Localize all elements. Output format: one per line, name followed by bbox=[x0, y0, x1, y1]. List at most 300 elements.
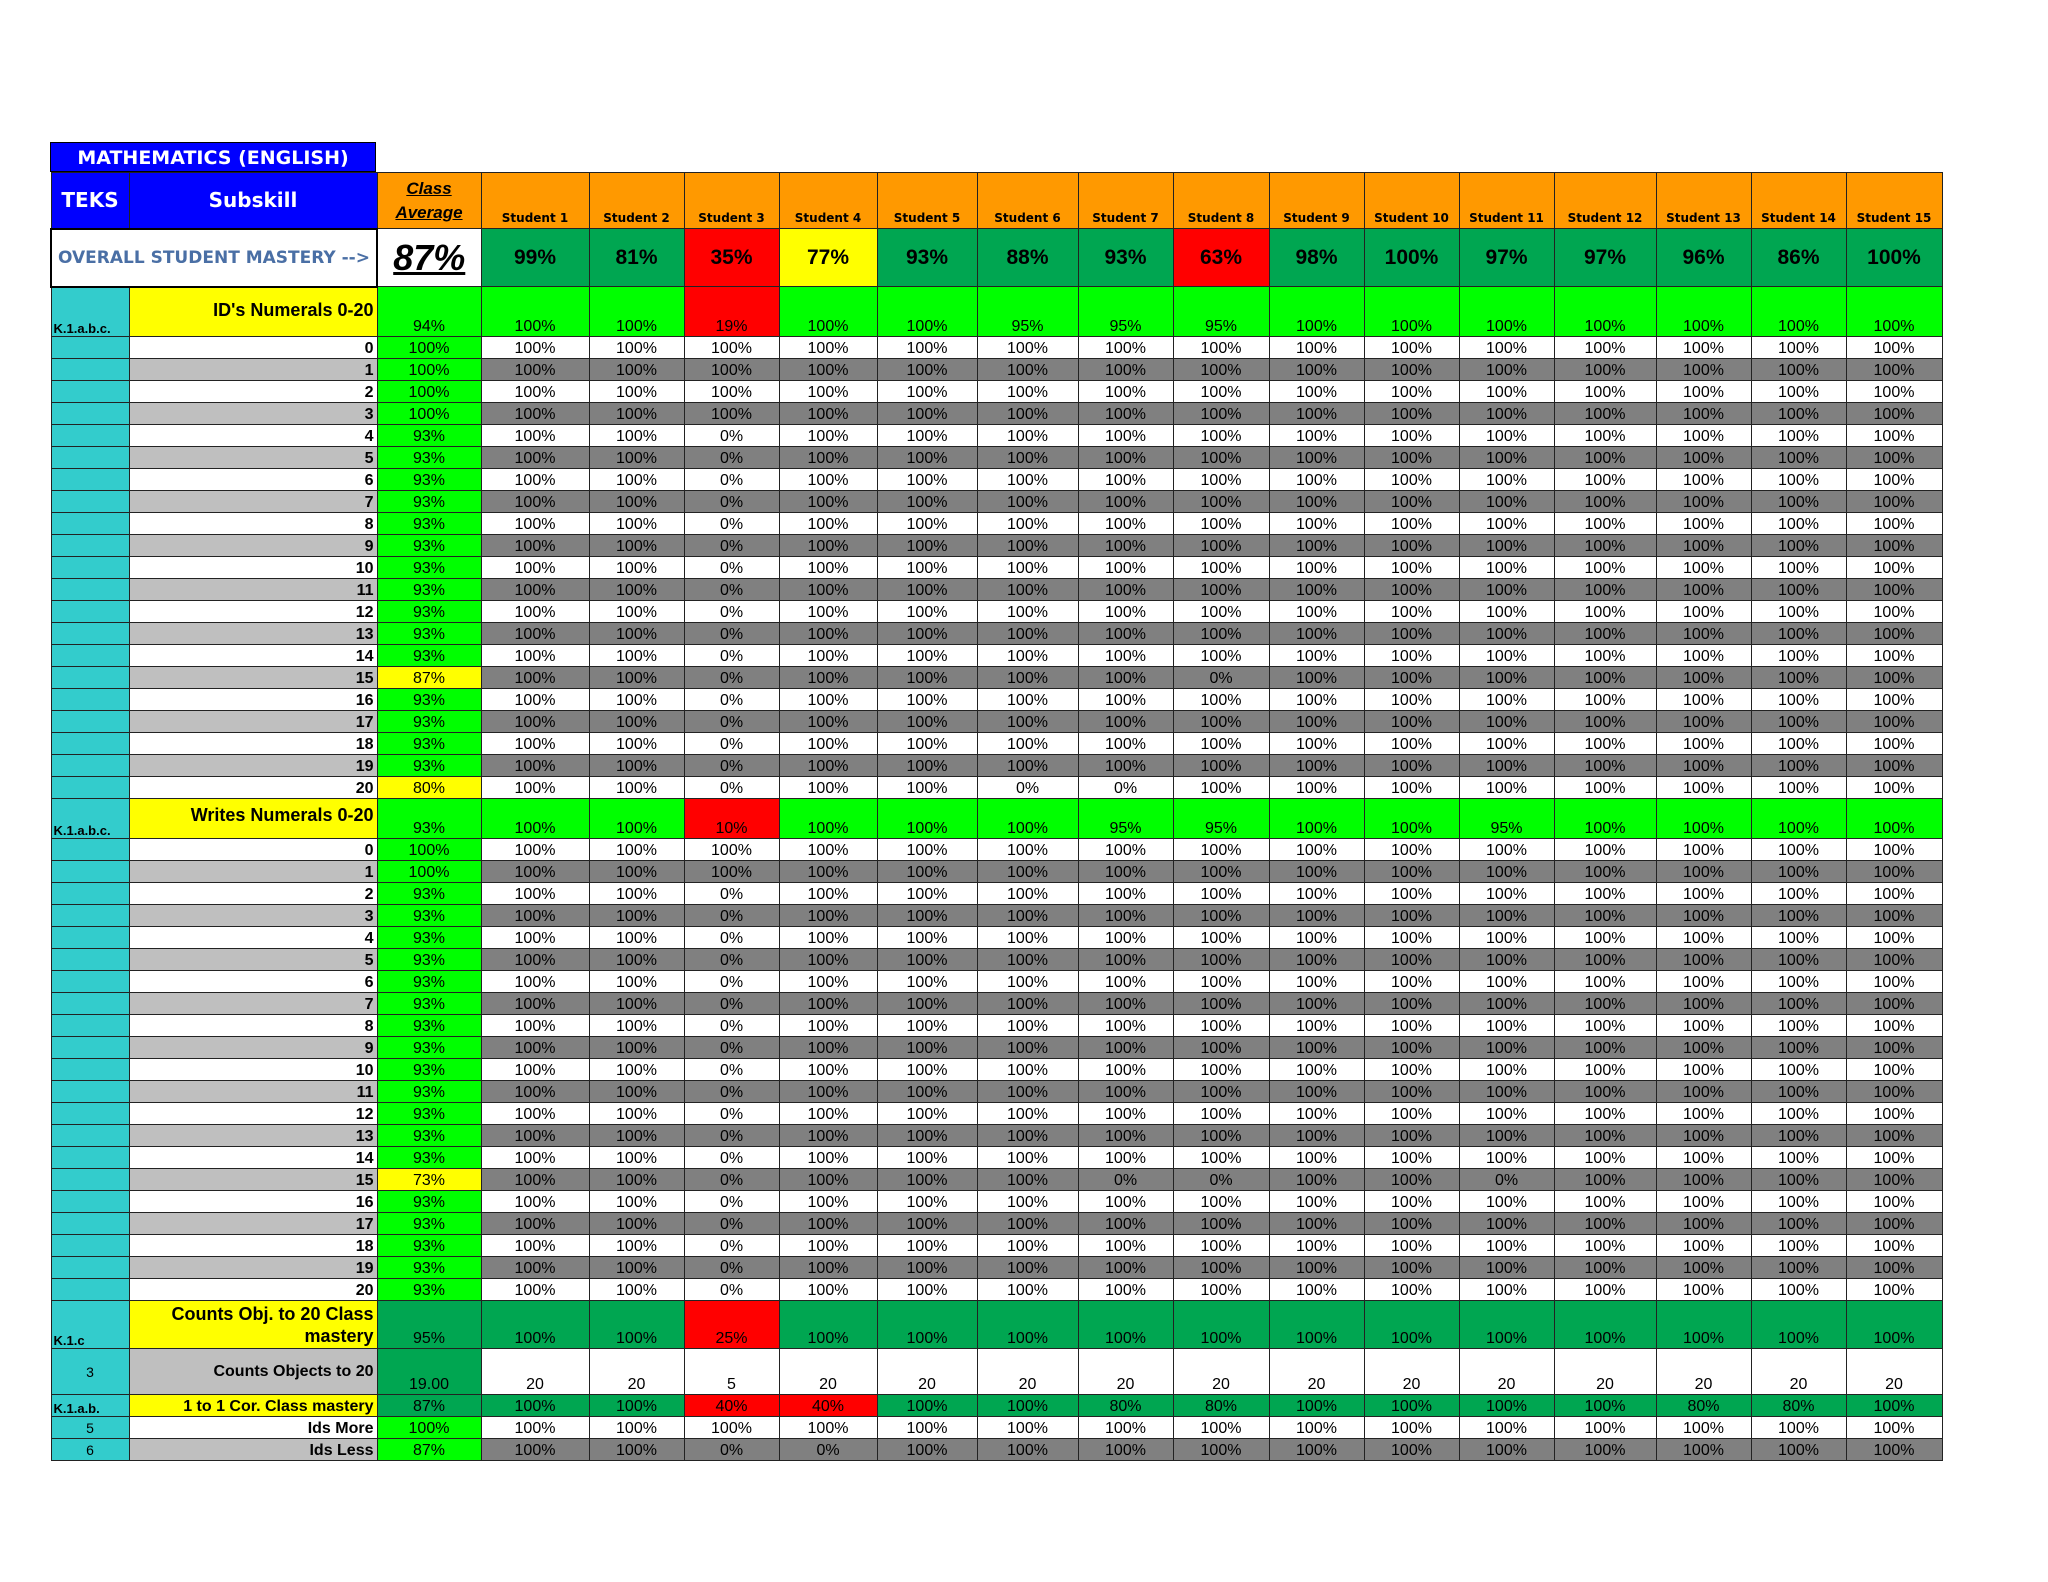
overall-student-mastery: 100% bbox=[1364, 229, 1459, 287]
teks-code: K.1.a.b.c. bbox=[51, 287, 129, 337]
row-student-value: 100% bbox=[589, 1103, 684, 1125]
row-student-value: 100% bbox=[877, 949, 977, 971]
row-student-value: 100% bbox=[1459, 645, 1554, 667]
overall-student-mastery: 88% bbox=[977, 229, 1078, 287]
row-student-value: 100% bbox=[481, 623, 589, 645]
row-student-value: 100% bbox=[1364, 1169, 1459, 1191]
row-student-value: 100% bbox=[1078, 403, 1173, 425]
row-student-value: 100% bbox=[589, 755, 684, 777]
row-student-value: 100% bbox=[589, 337, 684, 359]
row-student-value: 100% bbox=[1269, 1059, 1364, 1081]
row-student-value: 100% bbox=[977, 601, 1078, 623]
student-header: Student 12 bbox=[1554, 173, 1656, 229]
row-student-value: 100% bbox=[977, 1059, 1078, 1081]
row-student-value: 100% bbox=[481, 359, 589, 381]
subskill-row bbox=[51, 513, 1942, 535]
subskill-number: 2 bbox=[129, 883, 377, 905]
row-student-value: 100% bbox=[1364, 1059, 1459, 1081]
subskill-number: 1 bbox=[129, 861, 377, 883]
counts-objects-value: 20 bbox=[779, 1349, 877, 1395]
ids-less-value: 100% bbox=[1656, 1439, 1751, 1461]
row-student-value: 100% bbox=[481, 447, 589, 469]
subskill-header: Subskill bbox=[129, 173, 377, 229]
subskill-number: 12 bbox=[129, 601, 377, 623]
row-student-value: 100% bbox=[684, 337, 779, 359]
row-student-value: 100% bbox=[1269, 579, 1364, 601]
teks-blank bbox=[51, 513, 129, 535]
row-student-value: 100% bbox=[481, 927, 589, 949]
row-student-value: 100% bbox=[589, 667, 684, 689]
row-student-value: 100% bbox=[1364, 755, 1459, 777]
row-student-value: 100% bbox=[1364, 1081, 1459, 1103]
ids-less-value: 100% bbox=[877, 1439, 977, 1461]
student-header: Student 10 bbox=[1364, 173, 1459, 229]
subskill-row bbox=[51, 733, 1942, 755]
section-student-value: 10% bbox=[684, 799, 779, 839]
subskill-number: 19 bbox=[129, 755, 377, 777]
row-student-value: 100% bbox=[1078, 1279, 1173, 1301]
row-student-value: 100% bbox=[1364, 645, 1459, 667]
one-to-one-value: 100% bbox=[589, 1395, 684, 1417]
row-student-value: 100% bbox=[877, 993, 977, 1015]
subskill-number: 8 bbox=[129, 1015, 377, 1037]
row-student-value: 100% bbox=[1554, 905, 1656, 927]
subskill-number: 11 bbox=[129, 579, 377, 601]
ids-less-value: 100% bbox=[1173, 1439, 1269, 1461]
row-student-value: 100% bbox=[1846, 337, 1942, 359]
row-student-value: 100% bbox=[1656, 535, 1751, 557]
row-student-value: 100% bbox=[1656, 839, 1751, 861]
row-class-average: 100% bbox=[377, 403, 481, 425]
row-student-value: 100% bbox=[877, 1147, 977, 1169]
row-student-value: 100% bbox=[481, 381, 589, 403]
teks-blank bbox=[51, 337, 129, 359]
row-student-value: 100% bbox=[1751, 861, 1846, 883]
subskill-number: 3 bbox=[129, 905, 377, 927]
row-student-value: 100% bbox=[1751, 993, 1846, 1015]
row-student-value: 100% bbox=[1364, 469, 1459, 491]
row-student-value: 100% bbox=[1751, 839, 1846, 861]
row-student-value: 100% bbox=[1364, 359, 1459, 381]
row-student-value: 100% bbox=[1078, 579, 1173, 601]
row-student-value: 100% bbox=[1173, 971, 1269, 993]
row-student-value: 100% bbox=[779, 1037, 877, 1059]
subskill-number: 7 bbox=[129, 993, 377, 1015]
row-student-value: 100% bbox=[1078, 645, 1173, 667]
row-student-value: 100% bbox=[1459, 755, 1554, 777]
row-student-value: 100% bbox=[1459, 1037, 1554, 1059]
ids-more-label: Ids More bbox=[129, 1417, 377, 1439]
section-student-value: 100% bbox=[1554, 287, 1656, 337]
row-class-average: 93% bbox=[377, 927, 481, 949]
row-student-value: 100% bbox=[1459, 557, 1554, 579]
ids-less-value: 100% bbox=[589, 1439, 684, 1461]
row-student-value: 100% bbox=[1078, 425, 1173, 447]
row-student-value: 100% bbox=[1751, 645, 1846, 667]
row-class-average: 93% bbox=[377, 425, 481, 447]
row-student-value: 100% bbox=[481, 711, 589, 733]
row-student-value: 100% bbox=[1364, 381, 1459, 403]
sheet-title: MATHEMATICS (ENGLISH) bbox=[50, 142, 376, 172]
subskill-number: 17 bbox=[129, 711, 377, 733]
row-student-value: 100% bbox=[779, 1015, 877, 1037]
row-student-value: 100% bbox=[1078, 337, 1173, 359]
row-student-value: 100% bbox=[1269, 711, 1364, 733]
row-class-average: 100% bbox=[377, 839, 481, 861]
subskill-row bbox=[51, 689, 1942, 711]
row-student-value: 100% bbox=[1554, 1147, 1656, 1169]
ids-more-value: 100% bbox=[481, 1417, 589, 1439]
row-student-value: 100% bbox=[1078, 1103, 1173, 1125]
row-student-value: 100% bbox=[877, 971, 977, 993]
row-student-value: 100% bbox=[1846, 1037, 1942, 1059]
row-student-value: 0% bbox=[684, 1191, 779, 1213]
row-student-value: 100% bbox=[877, 513, 977, 535]
row-student-value: 100% bbox=[1078, 469, 1173, 491]
row-student-value: 100% bbox=[977, 971, 1078, 993]
row-student-value: 100% bbox=[977, 839, 1078, 861]
ids-less-value: 0% bbox=[779, 1439, 877, 1461]
row-class-average: 73% bbox=[377, 1169, 481, 1191]
row-student-value: 100% bbox=[877, 1257, 977, 1279]
row-student-value: 100% bbox=[481, 601, 589, 623]
ids-less-value: 100% bbox=[1269, 1439, 1364, 1461]
row-student-value: 100% bbox=[1656, 1037, 1751, 1059]
one-to-one-value: 100% bbox=[877, 1395, 977, 1417]
row-student-value: 100% bbox=[1269, 733, 1364, 755]
subskill-row bbox=[51, 667, 1942, 689]
row-student-value: 100% bbox=[1846, 447, 1942, 469]
row-student-value: 100% bbox=[481, 403, 589, 425]
row-student-value: 100% bbox=[1656, 1015, 1751, 1037]
ids-more-average: 100% bbox=[377, 1417, 481, 1439]
row-student-value: 100% bbox=[1751, 689, 1846, 711]
row-student-value: 100% bbox=[1751, 1081, 1846, 1103]
row-student-value: 100% bbox=[977, 1081, 1078, 1103]
row-student-value: 100% bbox=[1846, 667, 1942, 689]
row-student-value: 0% bbox=[977, 777, 1078, 799]
row-student-value: 100% bbox=[1459, 337, 1554, 359]
row-student-value: 100% bbox=[877, 359, 977, 381]
row-student-value: 100% bbox=[1459, 1213, 1554, 1235]
row-student-value: 0% bbox=[684, 777, 779, 799]
row-student-value: 100% bbox=[1269, 667, 1364, 689]
counts-mastery-value: 100% bbox=[779, 1301, 877, 1349]
row-student-value: 100% bbox=[877, 1235, 977, 1257]
row-student-value: 100% bbox=[1459, 1125, 1554, 1147]
counts-objects-value: 20 bbox=[877, 1349, 977, 1395]
row-student-value: 100% bbox=[1173, 381, 1269, 403]
row-student-value: 100% bbox=[1846, 1213, 1942, 1235]
row-student-value: 100% bbox=[1173, 1279, 1269, 1301]
row-student-value: 100% bbox=[1554, 1037, 1656, 1059]
one-to-one-value: 40% bbox=[684, 1395, 779, 1417]
row-student-value: 100% bbox=[589, 359, 684, 381]
row-student-value: 100% bbox=[977, 905, 1078, 927]
row-student-value: 100% bbox=[1846, 469, 1942, 491]
row-student-value: 100% bbox=[877, 905, 977, 927]
row-student-value: 100% bbox=[1364, 1235, 1459, 1257]
row-student-value: 100% bbox=[1459, 993, 1554, 1015]
row-student-value: 100% bbox=[1459, 905, 1554, 927]
row-student-value: 100% bbox=[1846, 883, 1942, 905]
row-student-value: 100% bbox=[481, 557, 589, 579]
section-student-value: 100% bbox=[1751, 287, 1846, 337]
row-student-value: 0% bbox=[684, 579, 779, 601]
subskill-row bbox=[51, 557, 1942, 579]
row-student-value: 100% bbox=[1846, 993, 1942, 1015]
subskill-row bbox=[51, 623, 1942, 645]
section-student-value: 100% bbox=[1269, 799, 1364, 839]
teks-blank bbox=[51, 601, 129, 623]
row-student-value: 100% bbox=[1078, 1059, 1173, 1081]
row-student-value: 100% bbox=[1656, 777, 1751, 799]
section-student-value: 95% bbox=[1173, 287, 1269, 337]
row-student-value: 100% bbox=[1173, 601, 1269, 623]
teks-blank bbox=[51, 1257, 129, 1279]
counts-mastery-average: 95% bbox=[377, 1301, 481, 1349]
row-student-value: 100% bbox=[877, 1103, 977, 1125]
counts-mastery-value: 100% bbox=[1364, 1301, 1459, 1349]
row-student-value: 100% bbox=[1751, 1059, 1846, 1081]
section-student-value: 100% bbox=[1554, 799, 1656, 839]
row-student-value: 0% bbox=[684, 1037, 779, 1059]
row-student-value: 100% bbox=[977, 1037, 1078, 1059]
row-student-value: 0% bbox=[684, 447, 779, 469]
row-student-value: 100% bbox=[1751, 1103, 1846, 1125]
subskill-row bbox=[51, 839, 1942, 861]
row-student-value: 100% bbox=[1269, 623, 1364, 645]
row-student-value: 100% bbox=[1554, 667, 1656, 689]
row-student-value: 0% bbox=[1173, 667, 1269, 689]
one-to-one-label: 1 to 1 Cor. Class mastery bbox=[129, 1395, 377, 1417]
row-student-value: 0% bbox=[684, 1125, 779, 1147]
subskill-number: 12 bbox=[129, 1103, 377, 1125]
row-student-value: 100% bbox=[1173, 425, 1269, 447]
student-header: Student 5 bbox=[877, 173, 977, 229]
subskill-row bbox=[51, 1191, 1942, 1213]
subskill-number: 6 bbox=[129, 971, 377, 993]
subskill-row bbox=[51, 1257, 1942, 1279]
row-class-average: 93% bbox=[377, 883, 481, 905]
row-student-value: 100% bbox=[1459, 711, 1554, 733]
row-student-value: 100% bbox=[481, 469, 589, 491]
section-header-row bbox=[51, 287, 1942, 337]
subskill-row bbox=[51, 425, 1942, 447]
row-student-value: 100% bbox=[1846, 905, 1942, 927]
one-to-one-value: 40% bbox=[779, 1395, 877, 1417]
overall-row bbox=[51, 229, 1942, 287]
teks-blank bbox=[51, 469, 129, 491]
row-student-value: 100% bbox=[1078, 601, 1173, 623]
row-student-value: 100% bbox=[1656, 949, 1751, 971]
row-student-value: 100% bbox=[1364, 337, 1459, 359]
row-student-value: 100% bbox=[1554, 733, 1656, 755]
student-header: Student 4 bbox=[779, 173, 877, 229]
row-student-value: 100% bbox=[1173, 927, 1269, 949]
subskill-row bbox=[51, 1169, 1942, 1191]
row-student-value: 100% bbox=[1459, 623, 1554, 645]
row-student-value: 100% bbox=[1751, 1125, 1846, 1147]
row-student-value: 100% bbox=[481, 949, 589, 971]
row-student-value: 100% bbox=[877, 535, 977, 557]
row-student-value: 100% bbox=[1656, 1147, 1751, 1169]
teks-blank bbox=[51, 1059, 129, 1081]
row-student-value: 100% bbox=[1751, 513, 1846, 535]
row-class-average: 93% bbox=[377, 971, 481, 993]
row-student-value: 100% bbox=[977, 733, 1078, 755]
row-student-value: 0% bbox=[684, 1169, 779, 1191]
row-student-value: 0% bbox=[684, 535, 779, 557]
row-student-value: 100% bbox=[684, 839, 779, 861]
row-student-value: 100% bbox=[977, 469, 1078, 491]
row-student-value: 0% bbox=[684, 755, 779, 777]
row-student-value: 100% bbox=[977, 1213, 1078, 1235]
row-student-value: 100% bbox=[1751, 1169, 1846, 1191]
ids-more-value: 100% bbox=[1656, 1417, 1751, 1439]
subskill-row bbox=[51, 1081, 1942, 1103]
row-student-value: 100% bbox=[1459, 1015, 1554, 1037]
row-student-value: 100% bbox=[589, 1257, 684, 1279]
subskill-row bbox=[51, 1103, 1942, 1125]
overall-student-mastery: 97% bbox=[1554, 229, 1656, 287]
row-student-value: 100% bbox=[1459, 491, 1554, 513]
row-student-value: 100% bbox=[1656, 601, 1751, 623]
overall-student-mastery: 99% bbox=[481, 229, 589, 287]
row-student-value: 100% bbox=[481, 1235, 589, 1257]
row-student-value: 100% bbox=[1459, 359, 1554, 381]
row-student-value: 100% bbox=[977, 883, 1078, 905]
row-student-value: 100% bbox=[779, 711, 877, 733]
row-student-value: 100% bbox=[1656, 337, 1751, 359]
subskill-number: 18 bbox=[129, 733, 377, 755]
row-student-value: 0% bbox=[684, 601, 779, 623]
section-student-value: 19% bbox=[684, 287, 779, 337]
row-student-value: 100% bbox=[779, 645, 877, 667]
row-student-value: 100% bbox=[1364, 557, 1459, 579]
row-student-value: 0% bbox=[684, 949, 779, 971]
row-student-value: 100% bbox=[1751, 381, 1846, 403]
row-student-value: 100% bbox=[877, 469, 977, 491]
section-label: Writes Numerals 0-20 bbox=[129, 799, 377, 839]
row-student-value: 100% bbox=[1269, 359, 1364, 381]
row-student-value: 100% bbox=[1751, 403, 1846, 425]
student-header: Student 9 bbox=[1269, 173, 1364, 229]
class-average-header bbox=[377, 173, 481, 229]
row-student-value: 100% bbox=[481, 1213, 589, 1235]
row-student-value: 0% bbox=[684, 557, 779, 579]
row-student-value: 100% bbox=[589, 1037, 684, 1059]
ids-less-value: 0% bbox=[684, 1439, 779, 1461]
row-student-value: 100% bbox=[1751, 755, 1846, 777]
row-student-value: 100% bbox=[1173, 1257, 1269, 1279]
row-student-value: 100% bbox=[1554, 469, 1656, 491]
row-student-value: 100% bbox=[1364, 1279, 1459, 1301]
row-student-value: 100% bbox=[1078, 1257, 1173, 1279]
row-student-value: 100% bbox=[481, 1147, 589, 1169]
row-student-value: 100% bbox=[779, 557, 877, 579]
row-student-value: 100% bbox=[1078, 883, 1173, 905]
row-student-value: 100% bbox=[1459, 1059, 1554, 1081]
row-student-value: 100% bbox=[481, 1081, 589, 1103]
row-student-value: 100% bbox=[977, 579, 1078, 601]
row-student-value: 100% bbox=[1554, 689, 1656, 711]
subskill-row bbox=[51, 1125, 1942, 1147]
section-student-value: 100% bbox=[1269, 287, 1364, 337]
row-student-value: 100% bbox=[1751, 601, 1846, 623]
subskill-number: 2 bbox=[129, 381, 377, 403]
student-header: Student 3 bbox=[684, 173, 779, 229]
counts-objects-value: 20 bbox=[977, 1349, 1078, 1395]
row-student-value: 100% bbox=[1173, 447, 1269, 469]
row-student-value: 100% bbox=[481, 1169, 589, 1191]
teks-blank bbox=[51, 689, 129, 711]
row-student-value: 100% bbox=[1364, 777, 1459, 799]
row-student-value: 100% bbox=[1364, 623, 1459, 645]
row-class-average: 100% bbox=[377, 381, 481, 403]
subskill-row bbox=[51, 381, 1942, 403]
overall-mastery-label: OVERALL STUDENT MASTERY --> bbox=[51, 229, 377, 287]
row-student-value: 100% bbox=[481, 425, 589, 447]
ids-less-average: 87% bbox=[377, 1439, 481, 1461]
row-student-value: 100% bbox=[1078, 839, 1173, 861]
row-student-value: 100% bbox=[1656, 883, 1751, 905]
row-student-value: 100% bbox=[1269, 971, 1364, 993]
subskill-row bbox=[51, 777, 1942, 799]
section-student-value: 95% bbox=[1173, 799, 1269, 839]
row-student-value: 100% bbox=[589, 949, 684, 971]
ids-more-value: 100% bbox=[1846, 1417, 1942, 1439]
row-student-value: 100% bbox=[481, 777, 589, 799]
row-student-value: 100% bbox=[1554, 1125, 1656, 1147]
row-student-value: 100% bbox=[1656, 1059, 1751, 1081]
row-student-value: 100% bbox=[481, 1059, 589, 1081]
row-student-value: 100% bbox=[1364, 579, 1459, 601]
counts-objects-value: 5 bbox=[684, 1349, 779, 1395]
row-student-value: 100% bbox=[1656, 403, 1751, 425]
row-student-value: 100% bbox=[1846, 1147, 1942, 1169]
ids-more-value: 100% bbox=[1554, 1417, 1656, 1439]
row-student-value: 100% bbox=[1364, 883, 1459, 905]
row-student-value: 100% bbox=[589, 645, 684, 667]
teks-blank bbox=[51, 1169, 129, 1191]
row-student-value: 100% bbox=[1078, 447, 1173, 469]
counts-mastery-value: 25% bbox=[684, 1301, 779, 1349]
ids-less-value: 100% bbox=[1078, 1439, 1173, 1461]
subskill-number: 3 bbox=[129, 403, 377, 425]
subskill-row bbox=[51, 579, 1942, 601]
row-student-value: 100% bbox=[1173, 469, 1269, 491]
row-student-value: 100% bbox=[1846, 839, 1942, 861]
row-student-value: 100% bbox=[977, 861, 1078, 883]
row-student-value: 100% bbox=[1554, 1103, 1656, 1125]
teks-blank bbox=[51, 993, 129, 1015]
row-student-value: 100% bbox=[1269, 1191, 1364, 1213]
row-class-average: 93% bbox=[377, 1081, 481, 1103]
row-student-value: 100% bbox=[1173, 359, 1269, 381]
row-student-value: 100% bbox=[877, 381, 977, 403]
one-to-one-value: 100% bbox=[1269, 1395, 1364, 1417]
row-student-value: 100% bbox=[481, 645, 589, 667]
row-student-value: 100% bbox=[1656, 645, 1751, 667]
row-student-value: 100% bbox=[977, 425, 1078, 447]
row-student-value: 100% bbox=[1269, 927, 1364, 949]
teks-code: K.1.a.b. bbox=[51, 1395, 129, 1417]
row-class-average: 93% bbox=[377, 1191, 481, 1213]
row-student-value: 100% bbox=[1846, 733, 1942, 755]
row-student-value: 100% bbox=[589, 425, 684, 447]
row-student-value: 100% bbox=[1078, 1015, 1173, 1037]
